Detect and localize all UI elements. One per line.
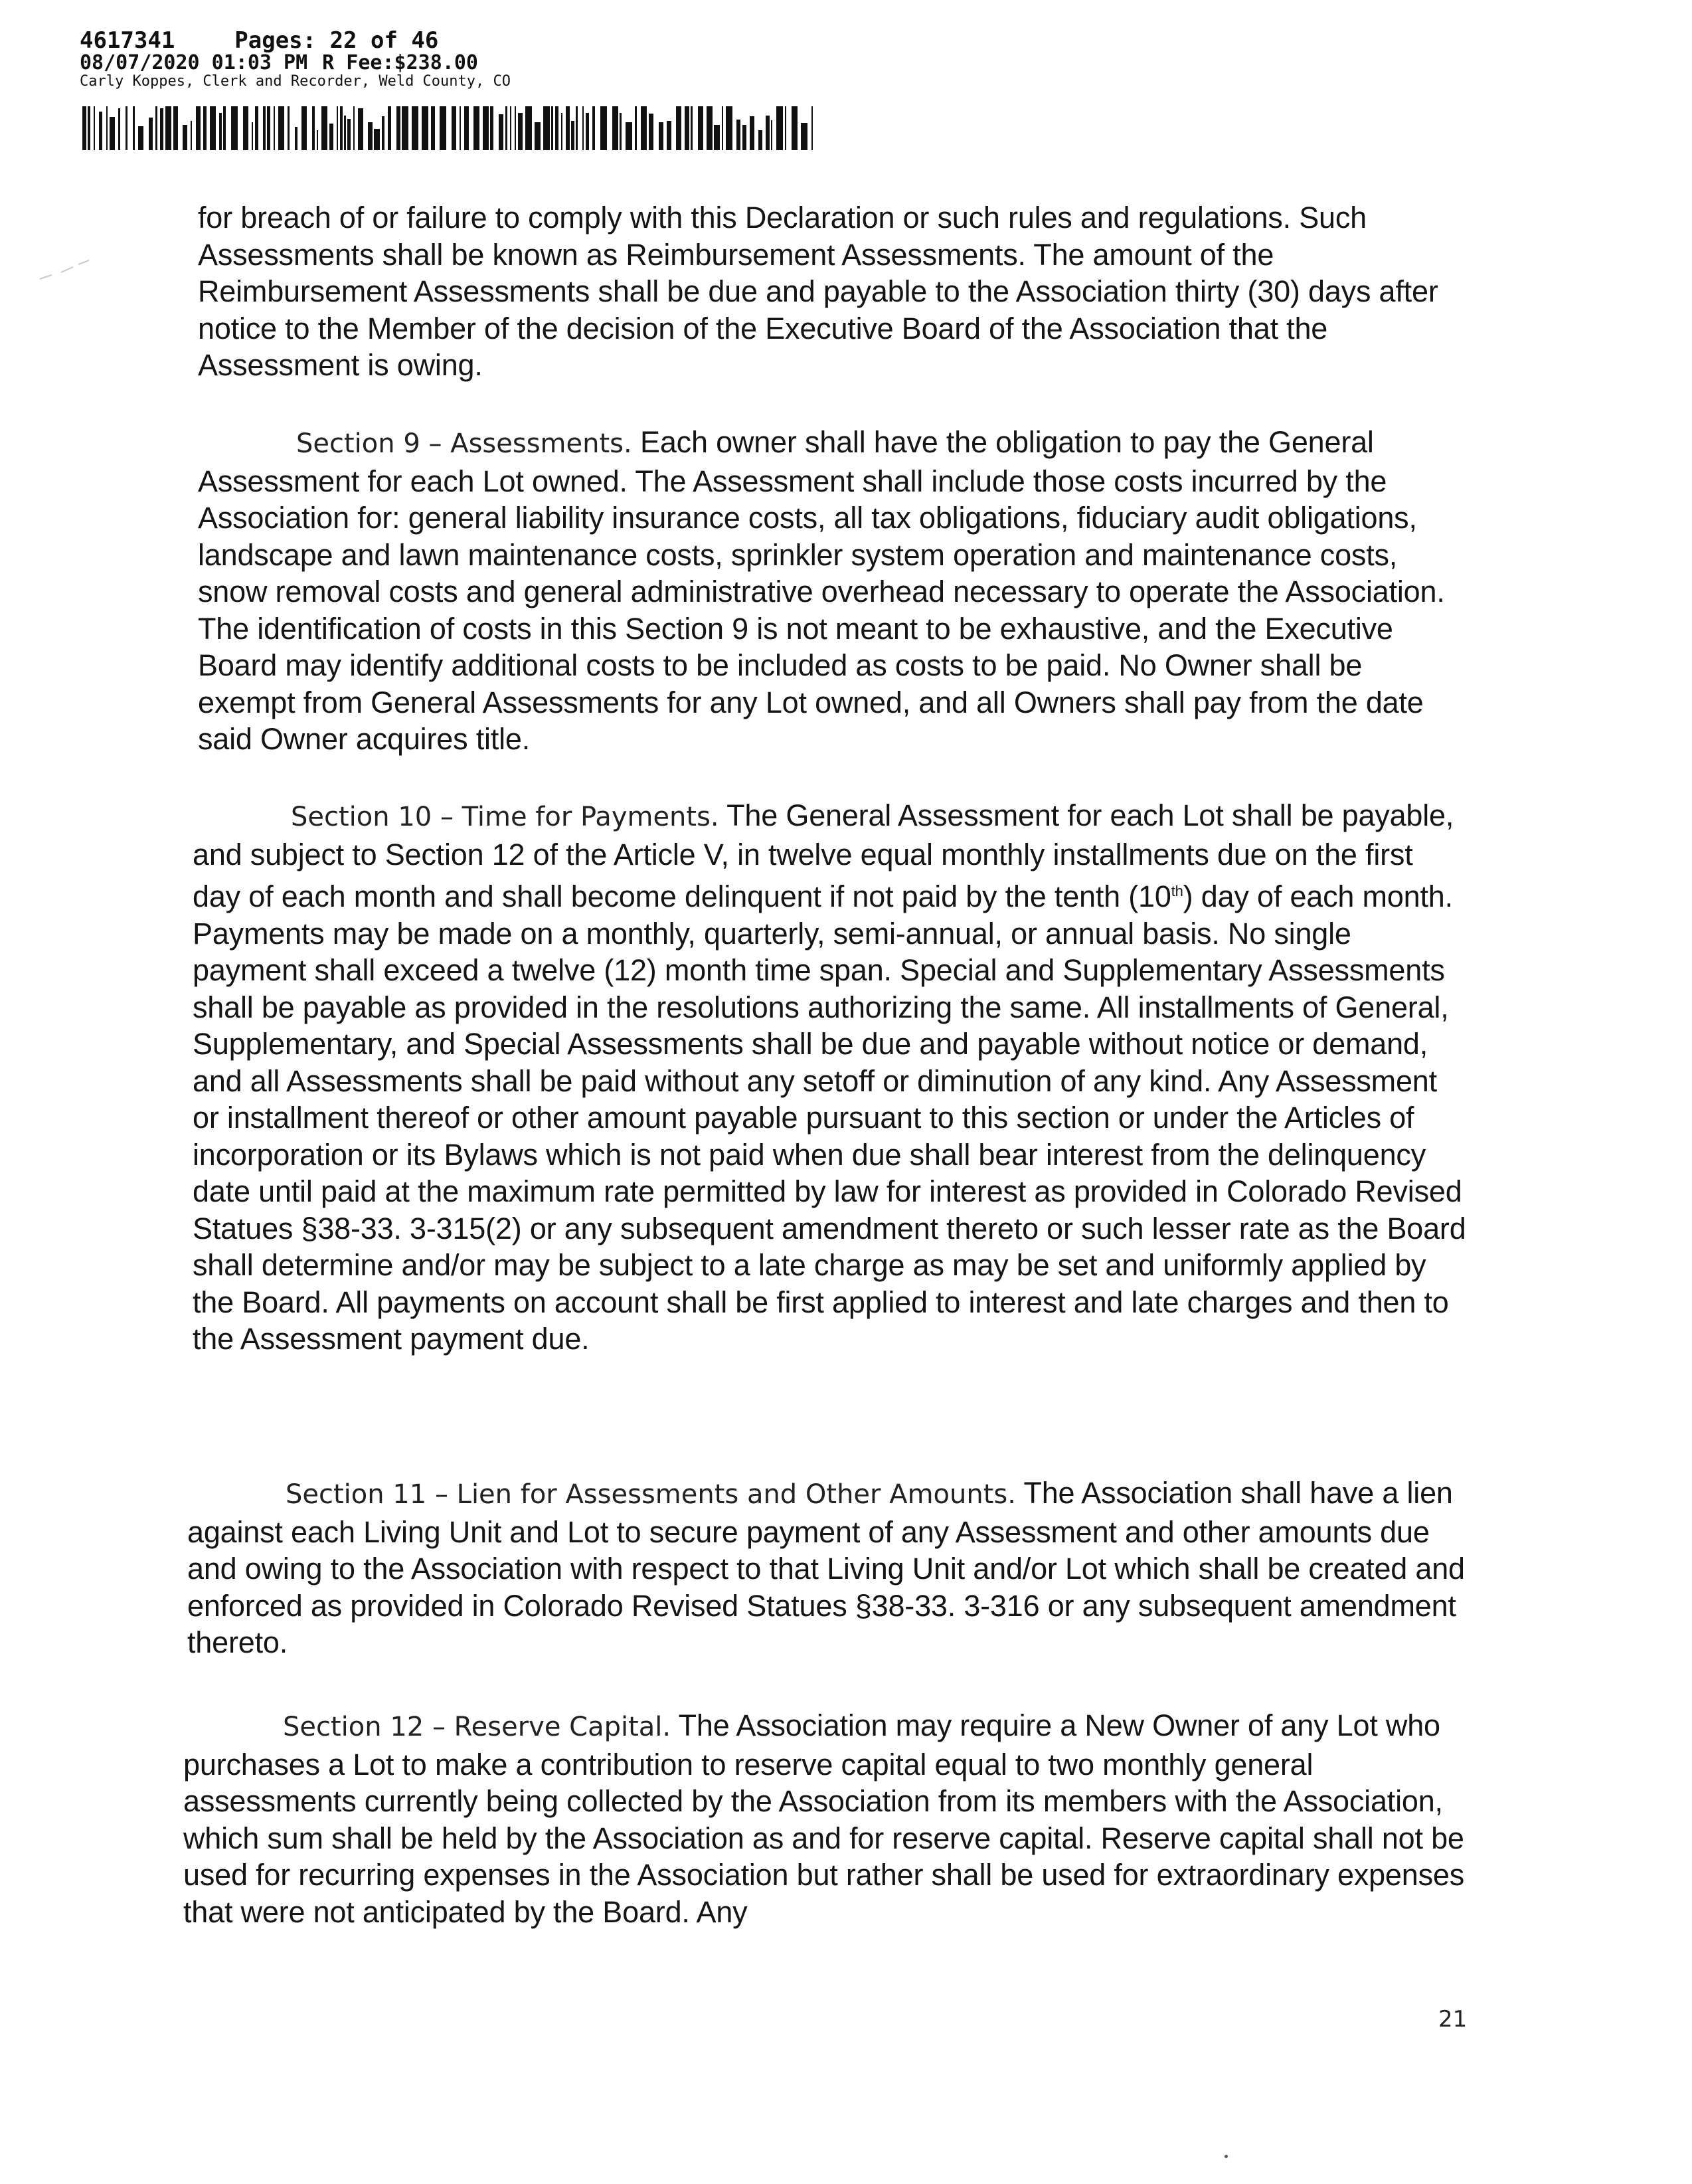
recording-barcode [82,106,813,150]
recording-datetime: 08/07/2020 01:03 PM [80,51,308,74]
continuation-paragraph: for breach of or failure to comply with this Declaration or such rules and regulations. Such Assessments shall be known as Reimbursement Assessments. The amount of the Reimbursement Assessments shall be due and payable to the Association thirty (30) days after notice to the Member of the decision of the Executive Board of the Association that the Assessment is owing. [198,201,1438,382]
section-11-paragraph [187,1475,1469,1661]
section-12-text: The Association may require a New Owner of any Lot who purchases a Lot to make a contribution to reserve capital equal to two monthly general assessments currently being collected by the Association from its members with the Association, which sum shall be held by the Association as and for reserve capital. Reserve capital shall not be used for recurring expenses in the Association but rather shall be used for extraordinary expenses that were not anticipated by the Board. Any [183,1708,1465,1929]
scan-speck [1225,2155,1228,2158]
section-9-text: Each owner shall have the obligation to pay the General Assessment for each Lot owned. The Assessment shall include those costs incurred by the Association for: general liability insurance costs, all tax obligations, fiduciary audit obligations, landscape and lawn maintenance costs, sprinkler system operation and maintenance costs, snow removal costs and general administrative overhead necessary to operate the Association. The identification of costs in this Section 9 is not meant to be exhaustive, and the Executive Board may identify additional costs to be included as costs to be paid. No Owner shall be exempt from General Assessments for any Lot owned, and all Owners shall pay from the date said Owner acquires title. [198,425,1445,756]
recorder-name: Carly Koppes, Clerk and Recorder, Weld County, CO [80,73,511,90]
section-10-text-b: ) day of each month. Payments may be made on a monthly, quarterly, semi-annual, or annual basis. No single payment shall exceed a twelve (12) month time span. Special and Supplementary Assessments shall be payable as provided in the resolutions authorizing the same. All installments of General, Supplementary, and Special Assessments shall be due and payable without notice or demand, and all Assessments shall be paid without any setoff or diminution of any kind. Any Assessment or installment thereof or other amount payable pursuant to this section or under the Articles of incorporation or its Bylaws which is not paid when due shall bear interest from the delinquency date until paid at the maximum rate permitted by law for interest as provided in Colorado Revised Statues §38-33. 3-315(2) or any subsequent amendment thereto or such lesser rate as the Board shall determine and/or may be subject to a late charge as may be set and uniformly applied by the Board. All payments on account shall be first applied to interest and late charges and then to the Assessment payment due. [193,879,1466,1356]
scan-smudge [39,259,92,286]
recording-stamp [80,28,511,90]
page-number: 21 [1438,2006,1468,2033]
ordinal-suffix: th [1171,883,1183,899]
recording-fee: R Fee:$238.00 [322,51,478,74]
page-count: Pages: 22 of 46 [234,27,439,54]
section-10-paragraph [193,797,1468,1358]
section-12-paragraph [183,1707,1472,1930]
section-9-paragraph [198,424,1466,758]
section-11-text: The Association shall have a lien against each Living Unit and Lot to secure payment of any Assessment and other amounts due and owing to the Association with respect to that Living Unit and/or Lot which shall be created and enforced as provided in Colorado Revised Statues §38-33. 3-316 or any subsequent amendment thereto. [187,1476,1465,1659]
section-10-heading: Section 10 – Time for Payments. [291,802,719,832]
section-12-heading: Section 12 – Reserve Capital. [283,1712,671,1742]
section-9-heading: Section 9 – Assessments. [296,428,632,459]
section-11-heading: Section 11 – Lien for Assessments and Other Amounts. [286,1479,1016,1510]
section-10-text-a: The General Assessment for each Lot shall be payable, and subject to Section 12 of the Article V, in twelve equal monthly installments due on the first day of each month and shall become delinquent if not paid by the tenth (10 [193,798,1454,913]
reception-number: 4617341 [80,27,175,54]
